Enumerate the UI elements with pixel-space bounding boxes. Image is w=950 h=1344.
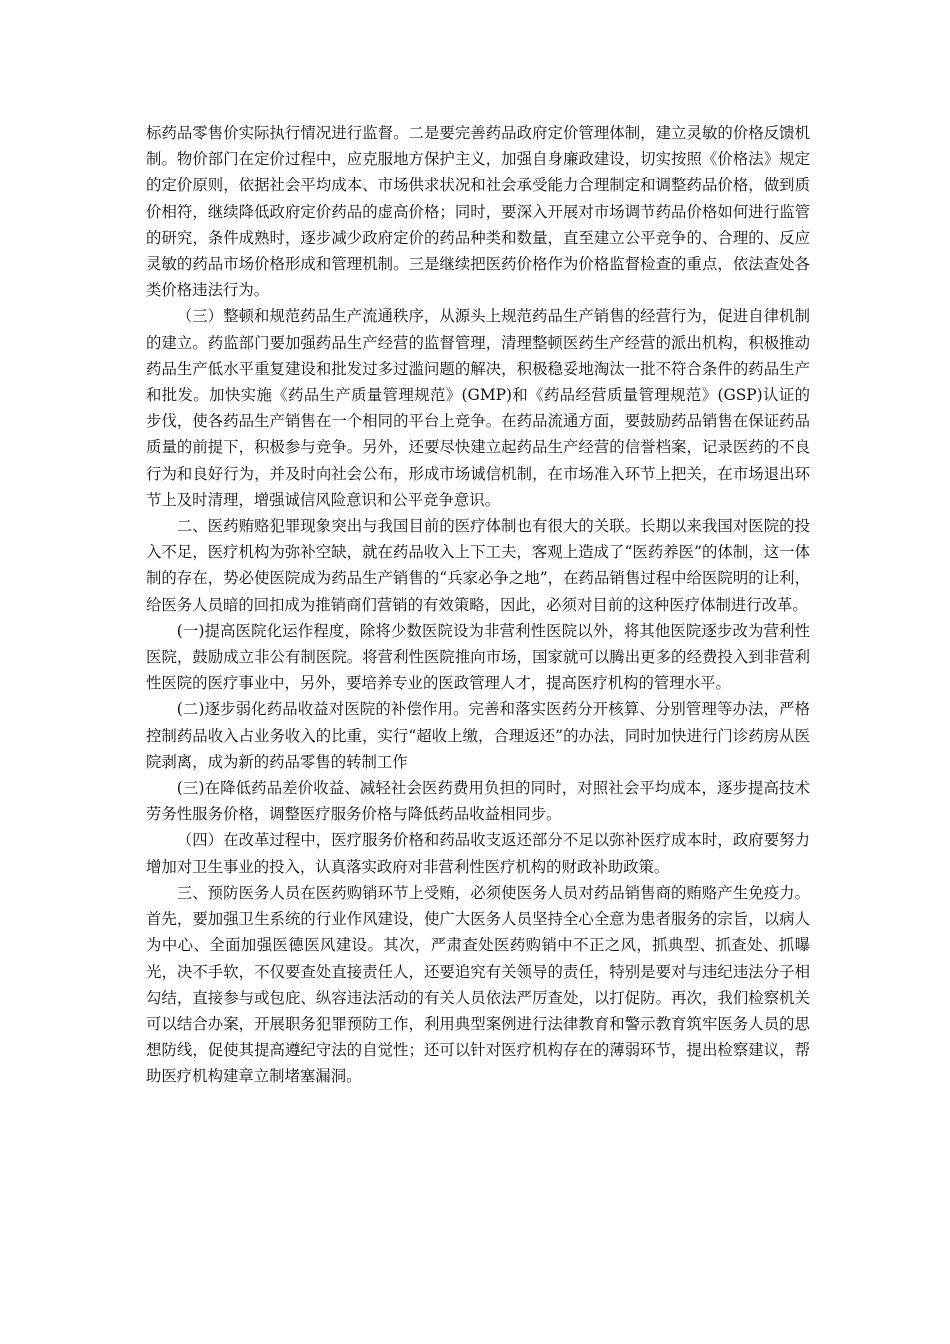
paragraph-price-supervision: 标药品零售价实际执行情况进行监督。二是要完善药品政府定价管理体制，建立灵敏的价格反馈机制。物价部门在定价过程中，应克服地方保护主义，加强自身廉政建设，切实按照《价格法》规定的定价原则，依据社会平均成本、市场供求状况和社会承受能力合理制定和调整药品价格，做到质价相符，继续降低政府定价药品的虚高价格；同时，要深入开展对市场调节药品价格如何进行监管的研究，条件成熟时，逐步减少政府定价的药品种类和数量，直至建立公平竞争的、合理的、反应灵敏的药品市场价格形成和管理机制。三是继续把医药价格作为价格监督检查的重点，依法查处各类价格违法行为。 bbox=[146, 124, 810, 300]
paragraph-government-subsidy: （四）在改革过程中，医疗服务价格和药品收支返还部分不足以弥补医疗成本时，政府要努力增加对卫生事业的投入，认真落实政府对非营利性医疗机构的财政补助政策。 bbox=[146, 831, 810, 876]
paragraph-bribery-prevention: 三、预防医务人员在医药购销环节上受贿，必须使医务人员对药品销售商的贿赂产生免疫力。首先，要加强卫生系统的行业作风建设，使广大医务人员坚持全心全意为患者服务的宗旨，以病人为中心、全面加强医德医风建设。其次，严肃查处医药购销中不正之风，抓典型、抓查处、抓曝光，决不手软，不仅要查处直接责任人，还要追究有关领导的责任，特别是要对与违纪违法分子相勾结，直接参与或包庇、纵容违法活动的有关人员依法严厉查处，以打促防。再次，我们检察机关可以结合办案，开展职务犯罪预防工作，利用典型案例进行法律教育和警示教育筑牢医务人员的思想防线，促使其提高遵纪守法的自觉性；还可以针对医疗机构存在的薄弱环节，提出检察建议，帮助医疗机构建章立制堵塞漏洞。 bbox=[146, 883, 810, 1086]
paragraph-production-circulation: （三）整顿和规范药品生产流通秩序，从源头上规范药品生产销售的经营行为，促进自律机制的建立。药监部门要加强药品生产经营的监督管理，清理整顿医药生产经营的派出机构，积极推动药品生产低水平重复建设和批发过多过滥问题的解决，积极稳妥地淘汰一批不符合条件的药品生产和批发。加快实施《药品生产质量管理规范》(GMP)和《药品经营质量管理规范》(GSP)认证的步伐，使各药品生产销售在一个相同的平台上竞争。在药品流通方面，要鼓励药品销售在保证药品质量的前提下，积极参与竞争。另外，还要尽快建立起药品生产经营的信誉档案，记录医药的不良行为和良好行为，并及时向社会公布，形成市场诚信机制，在市场准入环节上把关，在市场退出环节上及时清理，增强诚信风险意识和公平竞争意识。 bbox=[146, 307, 810, 509]
paragraph-hospital-operation: (一)提高医院化运作程度，除将少数医院设为非营利性医院以外，将其他医院逐步改为营利性医院，鼓励成立非公有制医院。将营利性医院推向市场，国家就可以腾出更多的经费投入到非营利性医院的医疗事业中，另外，要培养专业的医政管理人才，提高医疗机构的管理水平。 bbox=[146, 621, 810, 693]
paragraph-service-pricing: (三)在降低药品差价收益、减轻社会医药费用负担的同时，对照社会平均成本，逐步提高技术劳务性服务价格，调整医疗服务价格与降低药品收益相同步。 bbox=[146, 779, 810, 824]
document-body bbox=[146, 120, 810, 1090]
paragraph-drug-revenue: (二)逐步弱化药品收益对医院的补偿作用。完善和落实医药分开核算、分别管理等办法，严格控制药品收入占业务收入的比重，实行“超收上缴，合理返还”的办法，同时加快进行门诊药房从医院剥离，成为新的药品零售的转制工作 bbox=[146, 700, 810, 771]
paragraph-medical-system: 二、医药贿赂犯罪现象突出与我国目前的医疗体制也有很大的关联。长期以来我国对医院的投入不足，医疗机构为弥补空缺，就在药品收入上下工夫，客观上造成了“医药养医”的体制，这一体制的存在，势必使医院成为药品生产销售的“兵家必争之地”，在药品销售过程中给医院明的让利，给医务人员暗的回扣成为推销商们营销的有效策略，因此，必须对目前的这种医疗体制进行改革。 bbox=[146, 517, 810, 614]
